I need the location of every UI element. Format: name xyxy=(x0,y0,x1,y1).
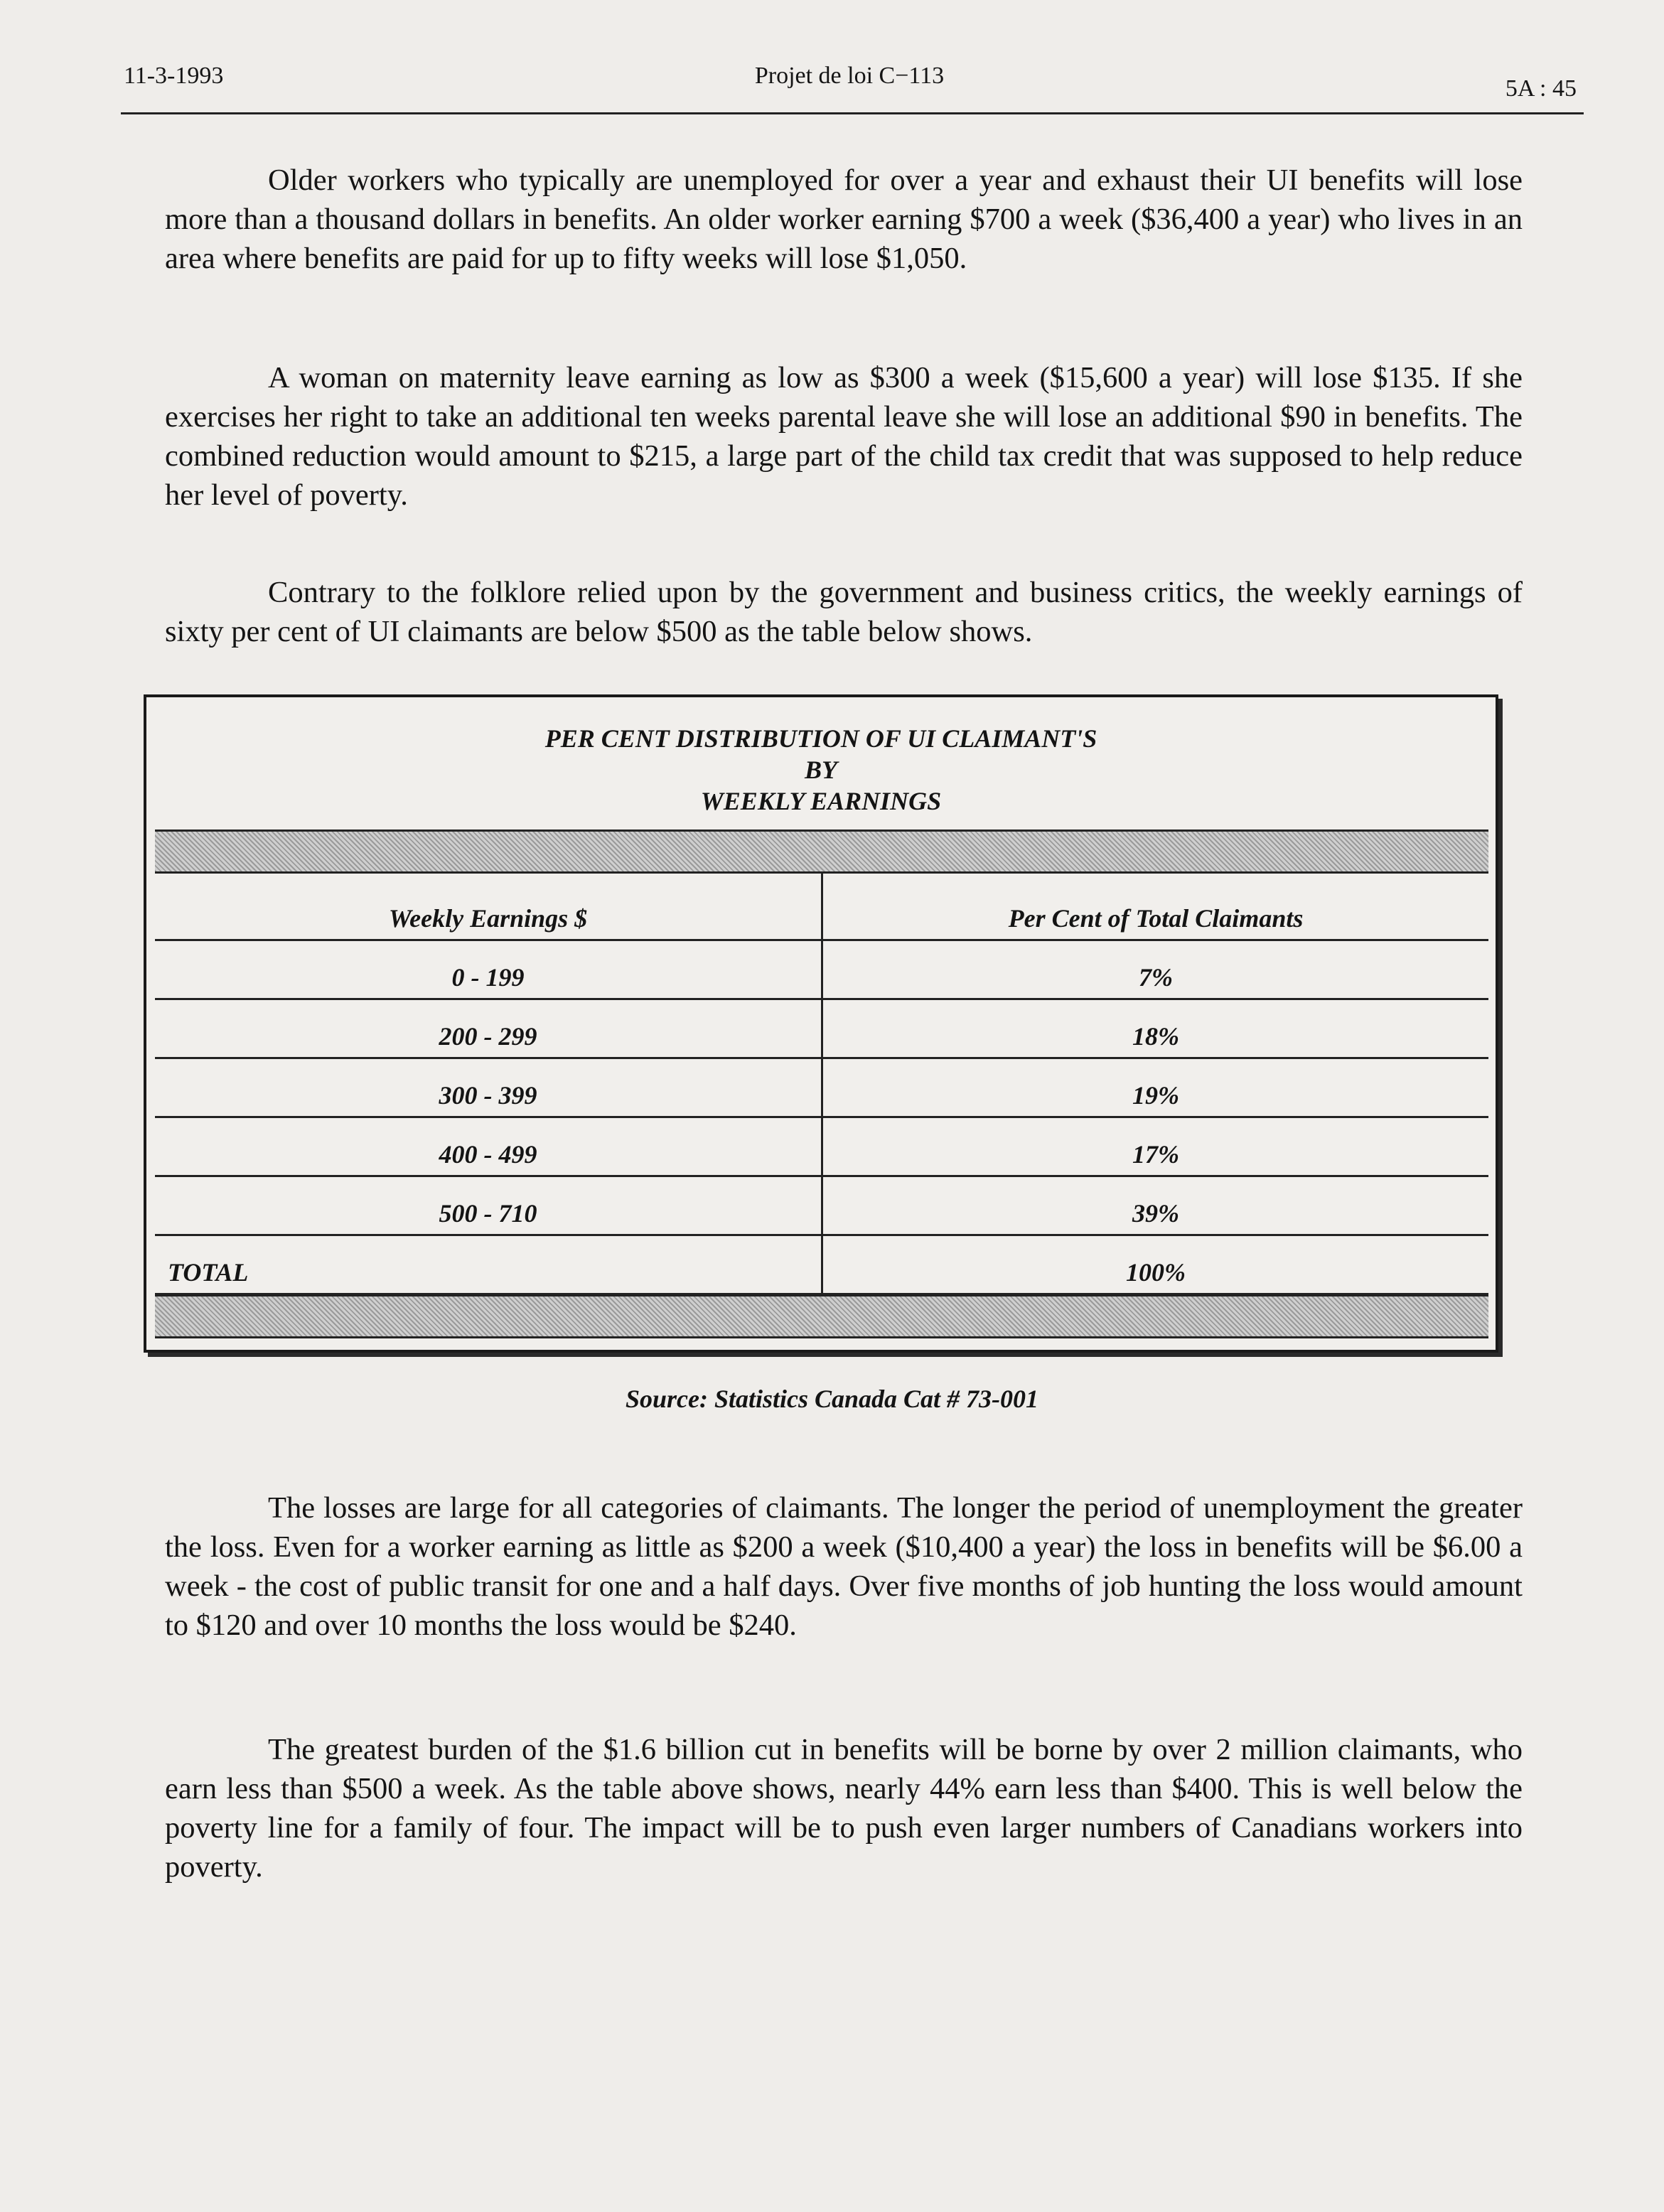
table-row xyxy=(155,1000,1488,1059)
table-title-line: BY xyxy=(804,756,837,784)
header-page-ref: 5A : 45 xyxy=(1505,75,1577,102)
total-label: TOTAL xyxy=(155,1236,823,1293)
paragraph: The greatest burden of the $1.6 billion cut in benefits will be borne by over 2 million claimants, who earn less than $500 a week. As the table above shows, nearly 44% earn less than $400. This is well below the poverty line for a family of four. The impact will be to push even larger numbers of Canadians workers into poverty. xyxy=(165,1733,1523,1884)
page-header xyxy=(121,63,1578,107)
header-rule xyxy=(121,112,1584,114)
paragraph: Older workers who typically are unemployed for over a year and exhaust their UI benefits will lose more than a thousand dollars in benefits. An older worker earning $700 a week ($36,400 a year) who lives in an area where benefits are paid for up to fifty weeks will lose $1,050. xyxy=(165,163,1523,275)
table-row xyxy=(155,1059,1488,1118)
cell-earnings: 300 - 399 xyxy=(155,1059,823,1116)
paragraph-3-block xyxy=(165,573,1523,699)
cell-earnings: 500 - 710 xyxy=(155,1177,823,1234)
paragraph-2-block xyxy=(165,358,1523,563)
table-title-line: WEEKLY EARNINGS xyxy=(700,787,942,815)
table-shaded-band xyxy=(155,1294,1488,1338)
paragraph-4-block xyxy=(165,1488,1523,1693)
table-header-row xyxy=(155,874,1488,941)
table-total-row xyxy=(155,1236,1488,1295)
cell-earnings: 200 - 299 xyxy=(155,1000,823,1057)
paragraph: The losses are large for all categories of claimants. The longer the period of unemployment the greater the loss. Even for a worker earning as little as $200 a week ($10,400 a year) the loss in benefits will be $6.00 a week - the cost of public transit for one and a half days. Over five months of job hunting the loss would amount to $120 and over 10 months the loss would be $240. xyxy=(165,1491,1523,1642)
column-header-percent: Per Cent of Total Claimants xyxy=(1008,904,1304,933)
paragraph-5-block xyxy=(165,1730,1523,1935)
table-row xyxy=(155,1177,1488,1236)
table-source: Source: Statistics Canada Cat # 73-001 xyxy=(625,1385,1039,1413)
table-row xyxy=(155,941,1488,1000)
paragraph: A woman on maternity leave earning as low as $300 a week ($15,600 a year) will lose $135. If she exercises her right to take an additional ten weeks parental leave she will lose an additional $90 in benefits. The combined reduction would amount to $215, a large part of the child tax credit that was supposed to help reduce her level of poverty. xyxy=(165,361,1523,512)
paragraph-1-block xyxy=(165,161,1523,326)
cell-earnings: 400 - 499 xyxy=(155,1118,823,1175)
cell-percent: 7% xyxy=(1139,963,1173,992)
cell-earnings: 0 - 199 xyxy=(155,941,823,998)
column-header-earnings: Weekly Earnings $ xyxy=(155,874,823,939)
cell-percent: 39% xyxy=(1132,1199,1179,1228)
header-date: 11-3-1993 xyxy=(124,63,224,89)
table-title xyxy=(146,723,1496,817)
earnings-distribution-table xyxy=(144,694,1498,1353)
paragraph: Contrary to the folklore relied upon by the government and business critics, the weekly earnings of sixty per cent of UI claimants are below $500 as the table below shows. xyxy=(165,576,1523,648)
cell-percent: 18% xyxy=(1132,1022,1179,1051)
table-title-line: PER CENT DISTRIBUTION OF UI CLAIMANT'S xyxy=(544,724,1097,753)
table-shaded-band xyxy=(155,830,1488,874)
total-value: 100% xyxy=(1126,1258,1186,1287)
table-row xyxy=(155,1118,1488,1177)
cell-percent: 17% xyxy=(1132,1140,1179,1169)
header-title: Projet de loi C−113 xyxy=(754,63,945,89)
cell-percent: 19% xyxy=(1132,1081,1179,1110)
